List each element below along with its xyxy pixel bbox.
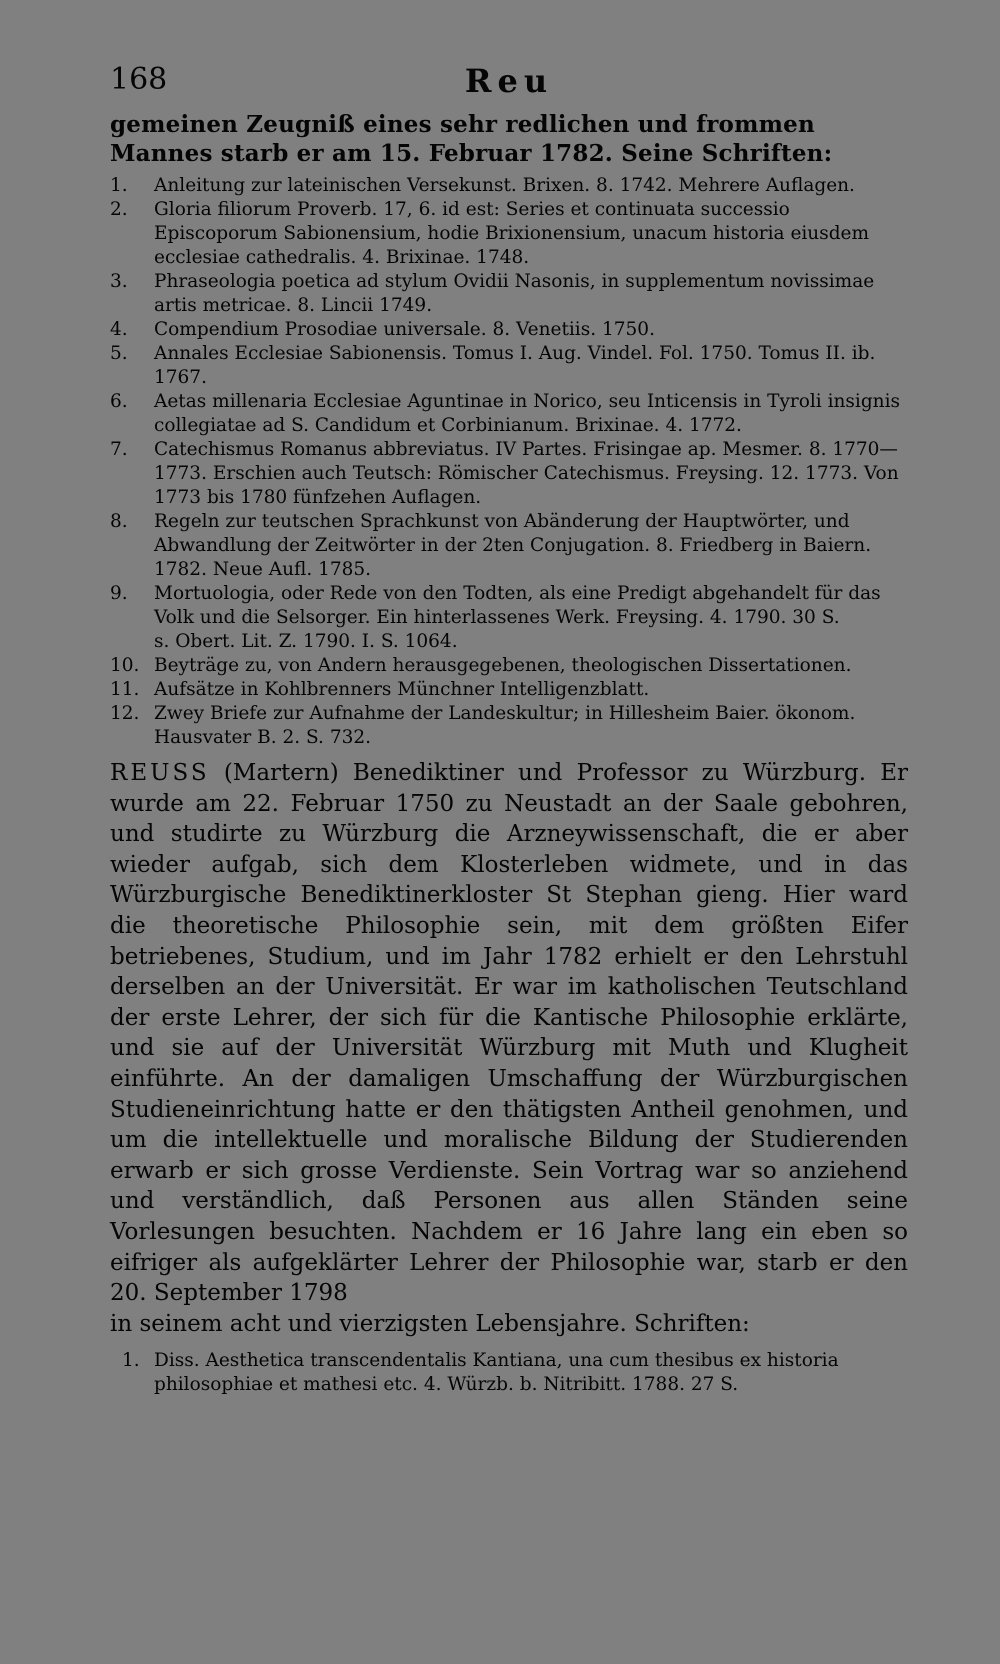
- work-text: Gloria filiorum Proverb. 17, 6. id est: Series et continuata successio Episcoporum Sabionensium, hodie Brixionensium, unacum historia eiusdem ecclesiae cathedralis. 4. Brixinae. 1748.: [154, 199, 870, 268]
- work-item: [110, 198, 908, 270]
- work-number: 7.: [110, 439, 128, 460]
- work-number: 5.: [110, 343, 128, 364]
- page-header: [110, 62, 908, 102]
- work-text: Anleitung zur lateinischen Versekunst. Brixen. 8. 1742. Mehrere Auflagen.: [154, 175, 855, 196]
- work-note: [110, 630, 908, 654]
- work-text: Aetas millenaria Ecclesiae Aguntinae in Norico, seu Inticensis in Tyroli insignis collegiatae ad S. Candidum et Corbinianum. Brixinae. 4. 1772.: [154, 391, 901, 436]
- work-text: Aufsätze in Kohlbrenners Münchner Intelligenzblatt.: [154, 679, 650, 700]
- work-number: 8.: [110, 511, 128, 532]
- work-item: [110, 318, 908, 342]
- work-number: 9.: [110, 583, 128, 604]
- work-item: [110, 654, 908, 678]
- work-text: Zwey Briefe zur Aufnahme der Landeskultur; in Hillesheim Baier. ökonom. Hausvater B. 2. S. 732.: [154, 703, 856, 748]
- entry-works-list: [110, 1349, 908, 1397]
- work-item: [110, 270, 908, 318]
- work-text: Diss. Aesthetica transcendentalis Kantiana, una cum thesibus ex historia philosophiae et mathesi etc. 4. Würzb. b. Nitribitt. 1788. 27 S.: [154, 1350, 839, 1396]
- works-list: [110, 174, 908, 750]
- work-number: 1.: [110, 175, 128, 196]
- work-item: [110, 702, 908, 750]
- entry-paragraph: [110, 758, 908, 1339]
- work-item: [110, 510, 908, 582]
- page-body: [110, 110, 908, 1397]
- entry-name: REUSS: [110, 760, 210, 786]
- entry-tail: in seinem acht und vierzigsten Lebensjahre. Schriften:: [110, 1310, 750, 1337]
- work-number: 2.: [110, 199, 128, 220]
- running-head: Reu: [464, 62, 554, 100]
- work-text: Regeln zur teutschen Sprachkunst von Abänderung der Hauptwörter, und Abwandlung der Zeitwörter in der 2ten Conjugation. 8. Friedberg in Baiern. 1782. Neue Aufl. 1785.: [154, 511, 872, 580]
- work-text: s. Obert. Lit. Z. 1790. I. S. 1064.: [154, 631, 458, 652]
- page-number: 168: [110, 62, 168, 97]
- work-number: 1.: [122, 1350, 140, 1372]
- work-text: Phraseologia poetica ad stylum Ovidii Nasonis, in supplementum novissimae artis metricae. 8. Lincii 1749.: [154, 271, 875, 316]
- work-item: [110, 582, 908, 630]
- work-number: 12.: [110, 703, 140, 724]
- work-text: Beyträge zu, von Andern herausgegebenen, theologischen Dissertationen.: [154, 655, 852, 676]
- work-text: Catechismus Romanus abbreviatus. IV Partes. Frisingae ap. Mesmer. 8. 1770—1773. Erschien auch Teutsch: Römischer Catechismus. Freysing. 12. 1773. Von 1773 bis 1780 fünfzehen Auflagen.: [154, 439, 899, 508]
- entry-text: (Martern) Benediktiner und Professor zu Würzburg. Er wurde am 22. Februar 1750 zu Neustadt an der Saale gebohren, und studirte zu Würzburg die Arzneywissenschaft, die er aber wieder aufgab, sich dem Klosterleben widmete, und in das Würzburgische Benediktinerkloster St Stephan gieng. Hier ward die theoretische Philosophie sein, mit dem größten Eifer betriebenes, Studium, und im Jahr 1782 erhielt er den Lehrstuhl derselben an der Universität. Er war im katholischen Teutschland der erste Lehrer, der sich für die Kantische Philosophie erklärte, und sie auf der Universität Würzburg mit Muth und Klugheit einführte. An der damaligen Umschaffung der Würzburgischen Studieneinrichtung hatte er den thätigsten Antheil genohmen, und um die intellektuelle und moralische Bildung der Studierenden erwarb er sich grosse Verdienste. Sein Vortrag war so anziehend und verständlich, daß Personen aus allen Ständen seine Vorlesungen besuchten. Nachdem er 16 Jahre lang ein eben so eifriger als aufgeklärter Lehrer der Philosophie war, starb er den 20. September 1798: [110, 760, 908, 1307]
- work-item: [110, 390, 908, 438]
- work-text: Mortuologia, oder Rede von den Todten, als eine Predigt abgehandelt für das Volk und die Selsorger. Ein hinterlassenes Werk. Freysing. 4. 1790. 30 S.: [154, 583, 881, 628]
- work-number: 10.: [110, 655, 140, 676]
- work-item: [110, 438, 908, 510]
- entry-work-item: [110, 1349, 908, 1397]
- work-item: [110, 174, 908, 198]
- work-item: [110, 342, 908, 390]
- work-number: 3.: [110, 271, 128, 292]
- work-item: [110, 678, 908, 702]
- work-number: 6.: [110, 391, 128, 412]
- intro-paragraph: gemeinen Zeugniß eines sehr redlichen und frommen Mannes starb er am 15. Februar 1782. Seine Schriften:: [110, 111, 833, 167]
- work-number: 4.: [110, 319, 128, 340]
- work-text: Annales Ecclesiae Sabionensis. Tomus I. Aug. Vindel. Fol. 1750. Tomus II. ib. 1767.: [154, 343, 876, 388]
- work-number: 11.: [110, 679, 140, 700]
- work-text: Compendium Prosodiae universale. 8. Venetiis. 1750.: [154, 319, 655, 340]
